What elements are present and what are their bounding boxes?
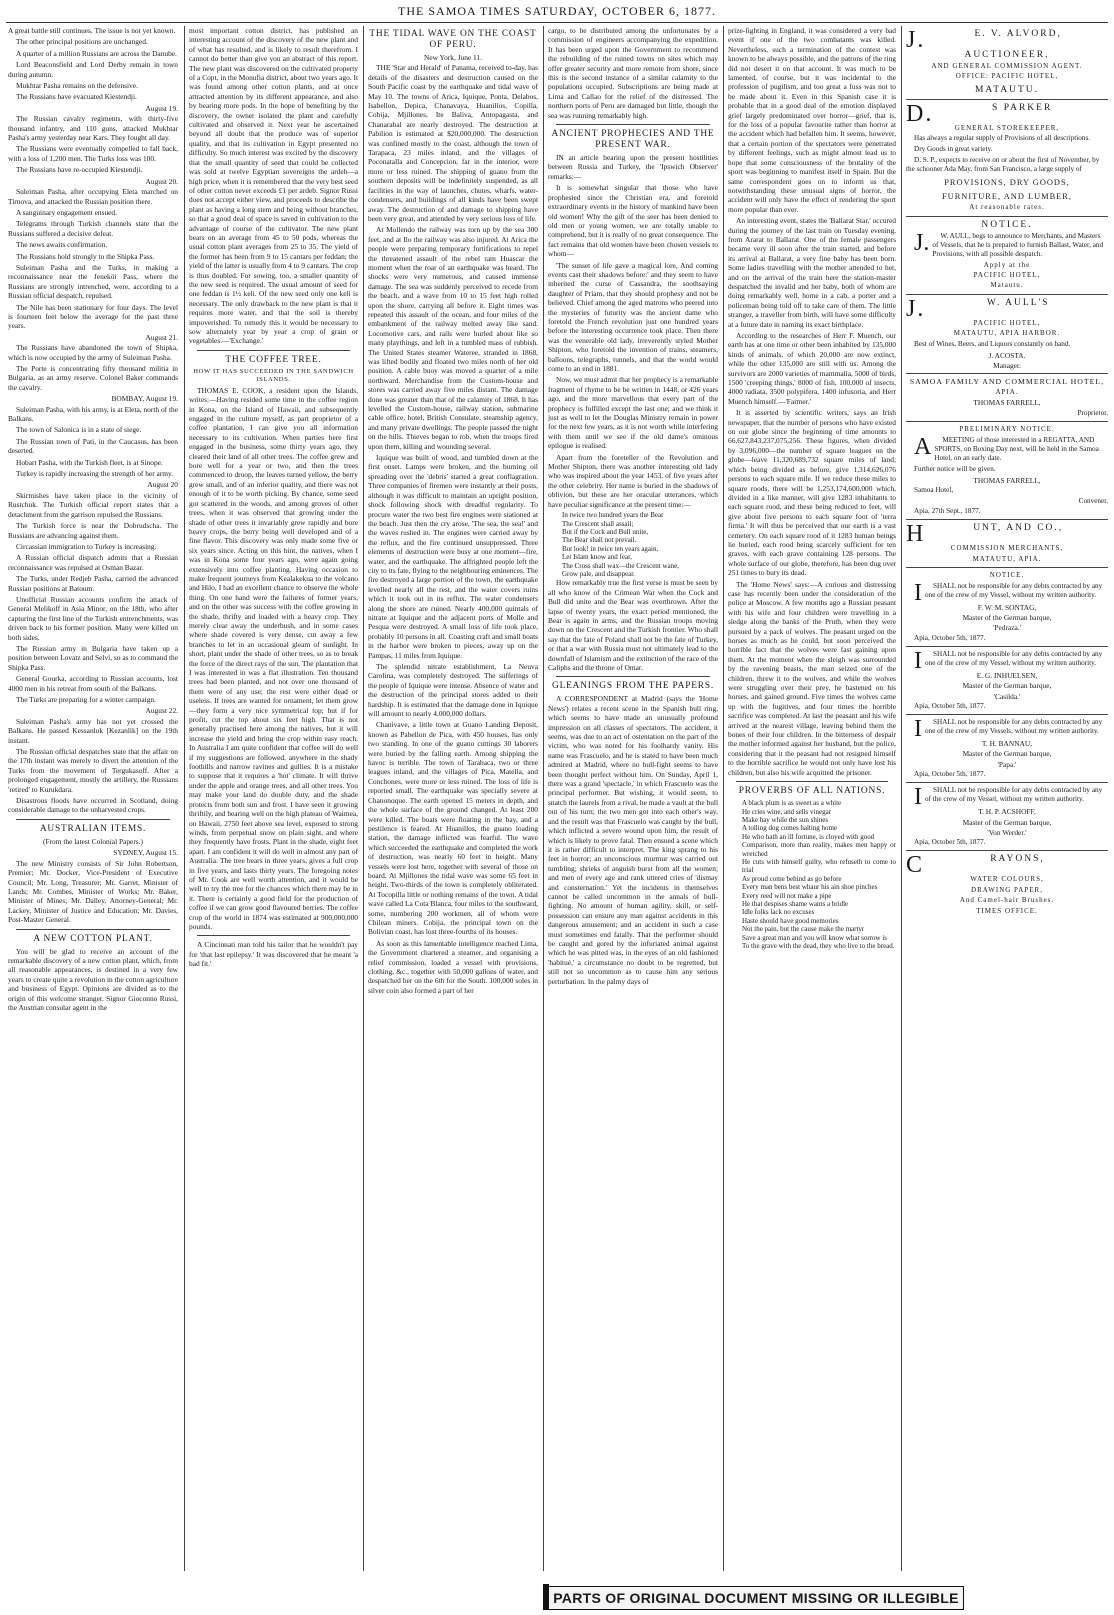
news-item: Telegrams through Turkish channels state that the Russians suffered a decisive defeat.: [8, 219, 178, 238]
article-paragraph: cargo, to be distributed among the unfortunates by a commission of engineers accompanying the expedition. It has been urged upon the Government to recommend the rebuilding of the ruined towns on sites which may offer greater security and more remote from shore, since this is the second instance of a similar calamity to the populations occupied. Subscriptions are being made at Lima and Callao for the relief of the distressed. The northern ports of Peru are damaged but little, though the sea was running remarkably high.: [548, 26, 718, 120]
ad-crayons: [906, 854, 1108, 916]
article-paragraph: Iquique was built of wood, and tumbled down at the first onset. Lamps were broken, and the burning oil spreading over the 'debris' started a great conflagration. Three companies of firemen were instantly at their posts, although it was difficult to maintain an upright position, shock following shock with dreadful regularity. To procure water the two best fire engines were stationed at the beach. Just then the cry arose, 'The sea, the sea!' and the waves rushed in. The engines were carried away by the reflux, and the fire continued unsuppressed. Three elements of destruction were busy at one moment—fire, water, and the earthquake. The affrighted people left the city to its fate, flying to the neighbouring eminences. The fire destroyed a large portion of the town, the earthquake levelled nearly all the rest, and the water covers ruins which it took out in its reflux. The water condensers along the shore are ruined. Nearly 400,000 quintals of nitrate at Iquique and the adjacent ports of Molle and Pesqua were destroyed. A small loss of life took place, probably 10 persons in all. Coasting craft and small boats in the harbor were broken to pieces, away up on the Pampas, 11 miles from Iquique.: [368, 453, 538, 660]
news-item: General Gourka, according to Russian accounts, lost 4000 men in his retreat from south of the Balkans.: [8, 674, 178, 693]
poem-line: But look! in twice ten years again,: [562, 544, 659, 553]
ad-divider: [906, 373, 1108, 374]
news-item: The Russian town of Pati, in the Caucasus, has been deserted.: [8, 436, 178, 456]
ad-aull-hotel: [906, 295, 1108, 371]
news-item: Mukhtar Pasha remains on the defensive.: [16, 81, 138, 91]
drop-cap: C: [906, 852, 925, 879]
section-divider: [197, 935, 350, 936]
drop-cap: A: [914, 433, 932, 460]
ad-line: PROVISIONS, DRY GOODS,: [944, 178, 1070, 188]
article-paragraph: According to the researches of Herr F. Muench, our earth has at one time or other been inhabited by 135,000 kinds of animals, of which 20,000 are now extinct, while the other 135,000 are still with us. Among the survivors are 2000 varieties of mammalia, 5000 of birds, 1500 'creeping things,' 8000 of fish, 100,000 of insects, 4000 radiata, 3500 polypifera, 1400 infusoria, and Herr Muench himself.—'Farmer.': [728, 331, 896, 406]
news-item: The other principal positions are unchanged.: [16, 37, 148, 47]
ship-name: 'Casilda.': [993, 691, 1021, 701]
ad-line: OFFICE: PACIFIC HOTEL,: [955, 72, 1059, 81]
section-divider: [16, 929, 170, 930]
section-heading: AUSTRALIAN ITEMS.: [39, 823, 147, 834]
proverb: Comparison, more than reality, makes men happy or wretched: [742, 841, 896, 858]
news-item: Disastrous floods have occurred in Scotland, doing considerable damage to the unharvested crops.: [8, 796, 178, 815]
ad-text: Further notice will be given.: [914, 464, 996, 473]
ad-divider: [906, 294, 1108, 295]
column-rule: [723, 26, 724, 1571]
news-item: The Russians hold strongly to the Shipka Pass.: [16, 251, 155, 261]
ad-role: Manager.: [993, 361, 1021, 371]
drop-cap: J.: [914, 229, 930, 256]
ad-line: WATER COLOURS,: [970, 875, 1044, 884]
column-1: [8, 26, 178, 1571]
column-2: [189, 26, 358, 1571]
poem-line: The Crescent shall assail;: [562, 519, 634, 528]
article-paragraph: IN an article bearing upon the present hostilities between Russia and Turkey, the 'Ipswich Observer' remarks:—: [548, 153, 718, 181]
news-item: The Russian cavalry regiments, with thirty-five thousand infantry, and 110 guns, attacked Mukhtar Pasha's army yesterday near Kars. They fought all day.: [8, 114, 178, 143]
proverb: A tolling dog comes halting home: [742, 824, 838, 833]
news-item: The Russian army in Bulgaria have taken up a position between Lovatz and Selvi, so as to command the Shipka Pass.: [8, 643, 178, 672]
article-paragraph: most important cotton district, has published an interesting account of the discovery of the new plant and of what has resulted, and is likely to result therefrom. I cannot do better than give you an abstract of this report. The new plant was discovered on the cultivated property of a Copt, in the Monufia district, about two years ago. It was found among other cotton plants, and at once attracted attention by its different appearance, and also by bearing more pods. In the hope of benefiting by the discovery, the owner isolated the plant and carefully cultivated and observed it. Next year he ascertained beyond all doubt that the produce was of superior quality, and that its cultivation in Egypt presented no difficulty. So much interest was excited by the discovery that the small quantity of seed that could be collected was sold at twelve Egyptian sovereigns the ardeb—a high price, when it is remembered that the very best seed of other cotton never exceeds £1 per ardeb. Signor Russi does not accept either view, and proceeds to describe the plant as having a long stem and being without branches, so that a good deal of space is saved in cultivation to the advantage of course of the cultivator. The new plant bears on an average from 45 to 50 pods, whereas the usual cotton plant averages from 25 to 35. The yield of the former has been from 9 to 15 cantars per feddan; the yield of the latter is usually from 4 to 9 cantars. The crop is thus doubled. For sowing, too, a smaller quantity of the new seed is required. The usual amount of seed for one feddan is 1½ keli. Of the new seed only one keli is necessary. The only drawback to the new plant is that it requires more water, and that the soil is thereby impoverished. To remedy this it would be necessary to sow alternately year by year a crop of grain or vegetables.—'Exchange.': [189, 26, 358, 346]
poem-line: The Bear shall not prevail.: [562, 536, 637, 545]
news-item: Lord Beaconsfield and Lord Derby remain in town during autumn.: [8, 60, 178, 79]
column-5: [728, 26, 896, 1571]
article-paragraph: At Mollendo the railway was torn up by the sea 300 feet, and at Ilo the railway was also injured. At Arica the people were preparing temporary fortifications to repel the threatened assault of the rebel ram Huascar the moment when the roar of an earthquake was heard. The shocks were very numerous, and caused immense damage. The sea was suddenly perceived to recede from the beach, and a wave from 10 to 15 feet high rolled upon the shore, carrying all before it. Eight times was repeated this assault of the ocean, and four miles of the embankment of the railway melted away like sand. Locomotive cars, and rails were hurled about like so many playthings, and left in a tumbled mass of rubbish. The United States steamer Wateree, stranded in 1868, was lifted bodily and floated two miles north of her old position. A cable buoy was moved a quarter of a mile northward. Merchandise from the Custom-house and stores was carried away five miles distant. The damage done was greater than that of the calamity of 1868. It has levelled the Custom-house, railway station, submarine cable office, hotel, British Consulate, steamship agency, and many private dwellings. The people passed the night on the hills. Thieves began to rob, when the troops fired upon them, killing and wounding several.: [368, 225, 538, 451]
ad-signature: THOMAS FARRELL,: [973, 398, 1041, 408]
news-item: The Russians were eventually compelled to fall back, with a loss of 1,200 men. The Turks loss was 100.: [8, 144, 178, 163]
ad-divider: [906, 519, 1108, 520]
ad-date: Apia, 27th Sept., 1877.: [914, 507, 981, 516]
section-heading: GLEANINGS FROM THE PAPERS.: [552, 681, 714, 692]
ad-role: Master of the German barque,: [962, 749, 1052, 759]
column-rule: [184, 26, 185, 1571]
ad-signature: F. W. M. SONTAG,: [977, 602, 1037, 612]
news-item: Turkey is rapidly increasing the strength of her army.: [16, 469, 174, 479]
ad-role: Master of the German barque,: [962, 612, 1052, 622]
article-paragraph: Chanivave, a little town at Guano Landing Deposit, known as Pabellon de Pica, with 450 houses, has only two standing. In one of the guano cuttings 30 laborers were buried by the falling earth. Among shipping the havoc is terrible. The town of Tarabaca, two or three leagues inland, and the villages of Pica, Matella, and Conchones, were more or less ruined. The loss of life is reported small. The earthquake was specially severe at Chanonoque. The earth opened 15 meters in depth, and the whole surface of the ground changed. At least 200 were killed. The boats were floating in the bay, and a pestilence is feared. At Huanillos, the guano loading station, the damage inflicted was fearful. The wave which succeeded the earthquake and completed the work of destruction, was nearly 60 feet in height. Many vessels were lost here, together with several of those on board. At Mjillones the tidal wave was some 65 feet in height. Two-thirds of the town is completely obliterated. At Tocopilla little or nothing remains of the town. A tidal wave called La Cota Blanca, four miles to the southward, some, numbering 200 workmen, all of whom were Chilean miners. Cobija, the principal town on the Bolivian coast, has lost three-fourths of its houses.: [368, 720, 538, 937]
ad-line: Matautu.: [990, 281, 1024, 290]
drop-cap: I: [914, 784, 922, 811]
proverb: He that despises shame wants a bridle: [742, 899, 849, 908]
proverb: He cries wine, and sells vinegar: [742, 807, 832, 816]
ship-name: 'Papa.': [997, 759, 1017, 769]
news-item: The Porte is concentrating fifty thousand militia in Bulgaria, as an army reserve. Colonel Baker commands the cavalry.: [8, 364, 178, 392]
proverb: Idle folks lack no excuses: [742, 908, 815, 917]
article-paragraph: How remarkably true the first verse is must be seen by all who know of the Crimean War when the Cock and Bull did unite and the Bear was overthrown. After the lapse of twenty years, the exact period mentioned, the Bear is again in arms, and the Russian troops moving down on the Crescent and the Turkish frontier. Who shall say that the fate of Poland shall not be the fate of Turkey, or that a war with Russia must not ultimately lead to the downfall of Islamism and the extinction of the race of the Caliphs and the throne of Omar.: [548, 578, 718, 672]
ad-signature: J. ACOSTA.: [988, 350, 1026, 360]
section-heading: ANCIENT PROPHECIES AND THE PRESENT WAR.: [551, 129, 715, 151]
news-item: The town of Salonica is in a state of siege.: [16, 425, 142, 435]
proverb: He cuts with himself guilty, who refuseth to come to trial: [742, 857, 896, 875]
drop-cap: D.: [906, 100, 934, 127]
news-item: A sanguinary engagement ensued.: [16, 207, 117, 217]
section-divider: [556, 124, 710, 125]
section-heading: A NEW COTTON PLANT.: [33, 933, 153, 944]
ad-heading: NOTICE.: [981, 219, 1033, 230]
dateline: August 22.: [145, 706, 178, 716]
proverb: As proud come behind as go before: [742, 874, 842, 883]
news-item: Suleiman Pasha, after occupying Eleta marched on Tirnova, and attacked the Russian position there.: [8, 187, 178, 206]
ad-text: D. S. P., expects to receive on or about the first of November, by the schooner Ada May, from San Francisco, a large supply of: [906, 156, 1100, 174]
ad-divider: [906, 646, 1108, 647]
proverb: Every reed will not make a pipe: [742, 891, 832, 900]
poem-line: The Cross shall wax—the Crescent wane,: [562, 561, 680, 570]
column-rule: [363, 26, 364, 1571]
section-heading: THE COFFEE TREE.: [225, 354, 322, 365]
news-item: Hobart Pasha, with the Turkish fleet, is at Sinope.: [16, 457, 163, 467]
article-paragraph: THE 'Star and Herald' of Panama, received to-day, has details of the disasters and destruction caused on the South Pacific coast by the earthquake and tidal wave of May 10. The towns of Arica, Iquique, Ponta, Delabos, Isabellon, Depica, Chanavaya, Huanillos, Copilla, Cobija, Mjillones, Ite Baliva, Antopagasta, and Chanarabal are nearly destroyed. The destruction at Pabilion is estimated at $20,000,000. The destruction was confined mostly to the coast, although the town of Tarapaca, 23 miles inland, and the villages of Poconatalla and Concepcion, far in the interior, were more or less ruined. The shipping of guano from the southern deposits will be indefinitely suspended, as all facilities in the way of launches, chutes, wharfs, water-condensers, and buildings of all kinds have been swept away. The destruction of and damage to shipping have been very great, and attended by very serious loss of life.: [368, 63, 538, 223]
poem-line: In twice two hundred years the Bear: [562, 511, 664, 520]
ad-text: Dry Goods in great variety.: [914, 145, 993, 154]
ad-text: Best of Wines, Beers, and Liquors constantly on hand.: [914, 339, 1071, 348]
proverb: Save a great man and you will know what sorrow is: [742, 933, 888, 942]
article-paragraph: Now, we must admit that her prophecy is a remarkable fragment of rhyme to be be written in 1448, or 426 years ago, and the more marvellous that every part of the prophecy is fulfilled except the last one; and we think it just as well to let the Douglas Ministry remain in power for the next few years, as it is not worth while interfering with them until we see if the old dame's ominous epilogue is realised.: [548, 375, 718, 451]
news-item: A great battle still continues. The issue is not yet known.: [8, 26, 176, 35]
news-item: The Russians have evacuated Kiestendji.: [16, 92, 137, 102]
ship-name: 'Von Werder.': [987, 828, 1027, 837]
section-heading: PROVERBS OF ALL NATIONS.: [738, 786, 886, 797]
ad-title: E. V. ALVORD,: [974, 29, 1062, 39]
article-paragraph: The 'Home News' says:—A curious and distressing case has recently been under the consideration of the police at Moscow. A few months ago a Russian peasant with his wife and four children were travelling in a sledge along the banks of the Pruth, when they were pursued by a pack of wolves. The peasant urged on the horses as much as he could, but soon perceived the horrible fact that the wolves were fast gaining upon them. At the moment when the sleigh was surrounded by the ravening beasts, the man seized one of the children, threw it to the wolves, and while the wolves were struggling over their prey, he hastened on his horses, and gained ground. Five times the wolves came up with the fugitives, and four times the horrible sacrifice was completed. At last the peasant and his wife arrived at the nearest village, leaving behind them the bones of their four children. In the bitterness of despair the mother informed against her husband, but the police, considering that it the peasant had not resigned himself to the horrible sacrifice he would not only have lost his children, but also his wife acquitted the prisoner.: [728, 579, 896, 777]
section-divider: [556, 676, 710, 677]
dateline: New York, June 11.: [423, 53, 483, 62]
ad-line: COMMISSION MERCHANTS,: [950, 544, 1064, 553]
news-item: Skirmishes have taken place in the vicinity of Rustchuk. The Turkish official report states that a detachment from the garrison repulsed the Russians.: [8, 490, 178, 519]
ad-text: SHALL not be responsible for any debts contracted by any one of the crew of my Vessel, without my written authority.: [925, 581, 1103, 599]
poem-line: Let Islam know and fear,: [562, 553, 632, 562]
ad-parker: [906, 100, 1108, 213]
dateline: August 20: [147, 480, 178, 490]
section-divider: [16, 819, 170, 820]
debt-notice: [906, 715, 1108, 779]
drop-cap: I: [914, 579, 922, 606]
ad-regatta-notice: [906, 425, 1108, 516]
column-3: [368, 26, 538, 1571]
ad-title: W. AULL'S: [986, 297, 1050, 308]
news-item: The Russian official despatches state that the affair on the 17th instant was merely to divert the attention of the Turks from the movement of Tergukasoff. After a prolonged engagement, mostly the artillery, the Russians 'retired' to Kurukdara.: [8, 747, 178, 794]
news-item: The new Ministry consists of Sir John Robertson, Premier; Mr. Docker, Vice-President of Executive Council; Mr. Long, Treasurer; Mr. Garret, Minister of Lands; Mr. Combes, Minister of Works; Mr. Baker, Minister of Mines; Mr. Dalley, Attorney-General; Mr. Lackey, Minister of Justice and Education; Mr. Davies, Post-Master General.: [8, 858, 178, 925]
news-item: Suleiman Pasha, with his army, is at Eleta, north of the Balkans.: [8, 404, 178, 424]
ad-line: AUCTIONEER,: [964, 50, 1050, 60]
dateline: August 21.: [145, 332, 178, 342]
section-divider: [197, 350, 350, 351]
ad-line: FURNITURE, AND LUMBER,: [942, 192, 1072, 202]
news-item: The Turks are preparing for a winter campaign.: [16, 695, 156, 704]
article-paragraph: It is somewhat singular that those who have prophesied since the Christian era, and foretold extraordinary events in the history of mankind have been old women! Why the gift of the seer has been denied to old men or young women, we are totally unable to comprehend, but it is really of no great consequence. The fact remains that old women have been chosen vessels to whom—: [548, 183, 718, 259]
ad-divider: [906, 421, 1108, 422]
ad-title: S PARKER: [992, 102, 1053, 113]
ad-date: Apia, October 5th, 1877.: [914, 701, 986, 710]
ad-line: TIMES OFFICE.: [976, 906, 1038, 915]
article-paragraph: THOMAS E. COOK, a resident upon the Islands, writes:—Having resided some time in the coffee region in Kona, on the Island of Hawaii, and subsequently engaged in the culture myself, as part proprietor of a coffee plantation, I can give you all information necessary to its cultivation. When parties here first engaged in the business, some thirty years ago, they cleared their land of all other trees. The coffee grew and bore well for a year or two, and then the trees commenced to droop, the leaves turned yellow, the berry grew small, and of an inferior quality, and there was not enough of it to be worth picking. By chance, some seed got scattered in the woods, and among groves of other trees, when it was observed that growing under the shade of other trees it invariably grew rapidly and bore heavy crops, the berry being well developed and of a fine flavor. This discovery was only made some five or six years since. Acting on this hint, the natives, when I was in Kona some four years ago, were again going extensively into coffee planting. Having occasion to make frequent journeys from Kealakekua to the volcano and Hilo, I had an excellent chance to observe the whole thing. On one hand were the failures of former years, and on the other was success with the coffee growing in the shade, thrifty and loaded with a heavy crop. They merely clear away the underbush, and in some cases where shade covered is very dense, cut away a few branches to let in an occasional gleam of sunlight. In short, plant under the shade of other trees, so as to break the force of the direct rays of the sun. The plantation that I was interested in was a flat illustration. Ten thousand trees had been planted, and not over one thousand of them were of any use; the rest were either dead or useless. If trees are wanted for ornament, let them grow—they form a very nice symmetrical top; but if for profit, cut the top about six feet high. That is not generally practised here among the natives, but it will increase the yield and bring the crop within easy reach. In Australia I am quite confident that coffee will do well if my suggestions are followed, anywhere in the shady foothills and narrow ravines and gullies. It is a mistake to suppose that it requires a 'hot' climate. It will thrive under the apple and orange trees, and all other trees. You may make your land do double duty, and the shade protects from both sun and frost. I have seen it growing thriftily, and bearing well on the high plateau of Waimea, on Hawaii, 2750 feet above sea level, exposed to strong winds, from perpetual snow on plain sight, and where they frequently have frosts. Plant in the shade, eight feet apart. I am confident it will do well in almost any part of Australia. The tree bears in three years, gives a full crop in five years, and lasts thirty years. The foregoing notes of Mr. Cook are well worth attention, and it would be well to try the tree for the chances which there may be in it. There is certainly a good field for the production of coffee if we can grow good flavoured berries. The coffee crop of the world in 1874 was estimated at 900,000,000 pounds.: [189, 385, 358, 931]
ad-hunt: [906, 523, 1108, 564]
section-heading: THE TIDAL WAVE ON THE COAST OF PERU.: [369, 29, 537, 50]
poem-line: But if the Cock and Bull unite,: [562, 527, 649, 536]
news-item: Suleiman Pasha and the Turks, in making a reconnaissance near the Jeneköi Pass, where the Russians are strongly intrenched, were, according to a Russian official despatch, repulsed.: [8, 262, 178, 301]
article-paragraph: As soon as this lamentable intelligence reached Lima, the Government chartered a steamer, and organising a relief commission, loaded a vessel with provisions, clothing, &c., together with 50,000 gallons of water, and despatched her on the 6th for the South. 100,000 soles in silver coin also formed a part of her: [368, 938, 538, 995]
proverb: Not the pain, but the cause make the martyr: [742, 925, 865, 934]
ad-date: Apia, October 5th, 1877.: [914, 770, 986, 779]
ad-signature: THOMAS FARRELL,: [973, 475, 1041, 485]
ad-aull-notice: [906, 220, 1108, 291]
ad-divider: [906, 216, 1108, 217]
ad-text: W. AULL, begs to announce to Merchants, and Masters of Vessels, that he is prepared to furnish Ballast, Water, and Provisions, with all possible despatch.: [932, 231, 1104, 258]
news-item: Unofficial Russian accounts confirm the attack of General Melikoff in Asia Minor, on the 18th, who after capturing the first line of the Turkish entrenchments, was driven back to his former position. Many were killed on both sides.: [8, 594, 178, 642]
news-item: The Russians have abandoned the town of Shipka, which is now occupied by the army of Suleiman Pasha.: [8, 343, 178, 362]
masthead-rule: [6, 22, 1108, 23]
ad-text: Samoa Hotel,: [914, 485, 954, 494]
news-item: The Turkish force is near the Dobrudscha. The Russians are advancing against them.: [8, 521, 178, 540]
ad-line: GENERAL STOREKEEPER,: [954, 123, 1060, 132]
article-paragraph: A Cincinnati man told his tailor that he wouldn't pay for 'that last epilepsy.' It was discovered that he meant 'a bad fit.': [189, 940, 358, 969]
ad-line: MATAUTU.: [974, 84, 1040, 95]
ad-text: SHALL not be responsible for any debts contracted by any of the crew of my Vessel, without my written authority.: [925, 786, 1103, 804]
ad-heading: NOTICE.: [989, 571, 1025, 580]
ad-date: Apia, October 5th, 1877.: [914, 838, 986, 847]
ad-title: UNT, AND CO.,: [973, 523, 1064, 534]
poem-line: Grow pale, and disappear.: [562, 569, 635, 578]
ad-signature: T. H. P. ACSHOFF,: [978, 807, 1036, 817]
dateline: August 20.: [145, 176, 178, 186]
news-item: A Russian official dispatch admits that a Russian reconnaissance was repulsed at Osman Bazar.: [8, 553, 178, 572]
ad-divider: [906, 567, 1108, 568]
ad-line: PACIFIC HOTEL,: [973, 318, 1041, 327]
ad-line: APIA.: [995, 387, 1019, 396]
proverb: Make hay while the sun shines: [742, 815, 829, 824]
article-paragraph: 'The sunset of life gave a magical lore, And coming events cast their shadows before:' and they seem to have inherited the curse of Cassandra, the soothsaying daughter of Priam, that they should prophesy and not be believed. Chief among the aged matrons who peered into the mysteries of futurity was the ancient dame who foretold the French revolution just one hundred years before the interesting occurrence took place. Then there was the venerable old lady, irreverently styled Mother Shipton, who foretold the invention of trains, steamers, balloons, telegraphs, tunnels, and that the world would come to an end in 1881.: [548, 260, 718, 373]
ship-name: 'Pedraza.': [993, 623, 1021, 633]
drop-cap: J.: [906, 295, 926, 322]
article-paragraph: The splendid nitrate establishment, La Neuva Carolina, was completely destroyed. The sufferings of the people of Iquique were intense. Absence of water and the destruction of the principal stores added to their hardship. It is estimated that the damage done in Iquique will amount to nearly 4,000,000 dollars.: [368, 662, 538, 719]
ad-role: Master of the German barque,: [962, 681, 1052, 691]
drop-cap: H: [906, 521, 926, 548]
ad-line: Apply at the: [983, 260, 1031, 269]
news-item: The Nile has been stationary for four days. The level is fourteen feet below the average for the past three years.: [8, 302, 178, 331]
ad-alvord: [906, 29, 1108, 96]
ad-line: And Camel-hair Brushes.: [959, 896, 1055, 905]
news-item: The Russians have re-occupied Kiestendji.: [16, 165, 143, 175]
ad-role: Proprietor.: [1077, 408, 1108, 417]
dateline: BOMBAY, August 19.: [111, 394, 178, 404]
proverb: To the grave with the dead, they who live to the bread.: [742, 942, 895, 950]
article-paragraph: Apart from the foreteller of the Revolution and Mother Shipton, there was another interesting old lady who was inspired about the year 1453, of five years after the other celebrity. Her name is buried in the shadows of oblivion, but these are her oracular utterances, which have peculiar significance at the present time:—: [548, 452, 718, 509]
column-6-advertisements: [906, 26, 1108, 1571]
ad-divider: [906, 782, 1108, 783]
section-source: (From the latest Colonial Papers.): [43, 836, 143, 846]
article-paragraph: An interesting event, states the 'Ballarat Star,' occured during the journey of the last train on Tuesday evening, from Ararat to Ballarat. One of the female passengers became very ill soon after the train started, and before its arrival at Ballarat, a very fine baby has been born. Some ladies travelling with the mother attended to her, and on the arrival of the train here the station-master despatched the invalid and her baby, both of whom are doing remarkably well, home in a cab, a porter and a policeman being told off to take care of them. The little stranger, a traveller from birth, will have some difficulty at a future date in naming its exact birthplace.: [728, 216, 896, 329]
column-rule: [901, 26, 902, 1571]
article-paragraph: A CORRESPONDENT at Madrid (says the 'Home News') relates a recent scene in the Spanish bull ring, which seems to have made an unusually profound impression on all classes of spectators. The accident, it seems, was due to an act of ostentation on the part of the victim, who was noted for his foolhardy vanity. His name was Frascuelo, and he is stated to have been much admired at Madrid, where no bull-fight seems to have been thought perfect without him. On Sunday, April 1, there was a grand 'spectacle,' in which Frascuelo was the principal performer. But wishing, it would seem, to snatch the laurels from a rival, he made a vault at the bull out of his turn; the two men got into each other's way, and the result was that Frascuelo was caught by the bull, which inflicted a severe wound upon him, the result of which is likely to prove fatal. Then ensued a scene which it is rather difficult to interpret. The king sprang to his feet in horror; an unconscious murmur was carried out tumbling; shrieks of anguish burst from all the women; and men of every age and rank uttered cries of 'dismay and consternation.' Yet the incidents in themselves cannot be called uncommon in the annals of bull-fighting. No amount of human agility, skill, or self-possession can ensure any man against accidents in this dangerous amusement; and an accident in such a case must sometimes end fatally. That the performer should be caught and gored by the infuriated animal against which he was pitted was, in the eyes of an old fashioned 'habitué,' a circumstance no doubt to be regretted, but still not so uncommon as to cause him any serious perturbation. In the palmy days of: [548, 694, 718, 986]
news-item: Suleiman Pasha's army has not yet crossed the Balkans. He passed Kessanluk [Kezanlik] on the 19th instant.: [8, 716, 178, 745]
news-item: Circassian immigration to Turkey is increasing.: [16, 541, 157, 551]
ad-divider: [906, 714, 1108, 715]
ad-divider: [906, 850, 1108, 851]
prophecy-poem: [548, 511, 718, 578]
ad-line: MATAUTU, APIA HARBOR.: [953, 329, 1061, 338]
drop-cap: J.: [906, 27, 926, 53]
proverb: Every man bens best whaur his ain shoe pinches: [742, 883, 878, 892]
ad-line: DRAWING PAPER,: [971, 885, 1043, 894]
ad-line: PACIFIC HOTEL,: [973, 271, 1041, 280]
ad-line: AND GENERAL COMMISSION AGENT.: [931, 62, 1083, 70]
proverb-list: [728, 799, 896, 950]
section-subheading: HOW IT HAS SUCCEEDED IN THE SANDWICH ISLANDS.: [193, 367, 354, 383]
drop-cap: I: [914, 647, 922, 674]
ad-title: SAMOA FAMILY AND COMMERCIAL HOTEL,: [909, 377, 1105, 387]
proverb: A black plum is as sweet as a white: [742, 799, 842, 808]
article-paragraph: It is asserted by scientific writers, says an Irish newspaper, that the number of persons who have existed on our globe since the beginning of time amounts to 66,627,843,237,075,256. These figures, when divided by 3,096,000—the number of square leagues on the globe—leave 11,320,689,732 square miles of land; which being divided as before, give 1,314,626,076 persons to each square mile. If we reduce these miles to square roods, there will be 1,253,174,600,000 which, divided in a like manner, will give 1283 inhabitants to each square rood, and these being reduced to feet, will give about five persons to each square foot of 'terra firma.' It will thus be perceived that our earth is a vast cemetery. On each square rood of it 1283 human beings lie buried, each rood being scarcely sufficient for ten graves, with each grave containing 128 persons. The whole surface of our globe, therefore, has been dug over 251 times to bury its dead.: [728, 408, 896, 578]
ad-text: SHALL not be responsible for any debts contracted by any one of the crew of my Vessels, without my written authority.: [925, 717, 1103, 735]
ad-samoa-hotel: [906, 377, 1108, 418]
column-4: [548, 26, 718, 1571]
dateline: August 19.: [145, 103, 178, 113]
ad-date: Apia, October 5th, 1877.: [914, 633, 986, 642]
proverb: He who hath an ill fortune, is cloyed with good: [742, 832, 875, 841]
dateline: SYDNEY, August 15.: [113, 848, 178, 858]
news-item: The Turks, under Redjeb Pasha, carried the advanced Russian positions at Batoum.: [8, 574, 178, 593]
article-paragraph: You will be glad to receive an account of the remarkable discovery of a new cotton plant, which, from all reasonable appearances, is destined in a very few years to create quite a revolution in the cotton agriculture and business of Egypt. Opinions are divided as to the origin of this welcome stranger. Signor Gioconno Russi, the Austrian consular agent in the: [8, 946, 178, 1012]
ad-role: Master of the German barque,: [962, 817, 1052, 827]
article-paragraph: prize-fighting in England, it was considered a very bad event if one of the two combatants was killed. Nevertheless, such a termination of the contest was known to be always possible, and the patrons of the ring did not desert it on that account. It was much to be lamented, of course, but it was incidental to the profession of pugilism, and too great a fuss was not to be made about it. Even in this Spanish case it is probable that in a good deal of the emotion displayed grief largely predominated over horror—grief, that is, for the loss of a popular favourite rather than horror at the accident which had befallen him. It seems, however, that a certain portion of the spectators were penetrated by different feelings, such as might almost lead us to hope that some consciousness of the brutality of the sport was beginning to manifest itself in Spain. But the same correspondent goes on to inform us that, notwithstanding these unusual signs of horror, the accident will only have the effect of rendering the sport more popular than ever.: [728, 26, 896, 214]
ad-signature: T. H. BANNAU,: [981, 738, 1033, 748]
ad-heading: PRELIMINARY NOTICE.: [959, 425, 1055, 434]
section-divider: [736, 781, 888, 782]
debt-notice: [906, 786, 1108, 847]
news-item: A quarter of a million Russians are across the Danube.: [16, 48, 177, 58]
ad-role: Convener.: [1078, 496, 1108, 505]
news-item: The news awaits confirmation.: [16, 240, 108, 250]
debt-notice: [906, 647, 1108, 711]
drop-cap: I: [914, 715, 922, 742]
ad-text: MEETING of those interested in a REGATTA, AND SPORTS, on Boxing Day next, will be held in the Samoa Hotel, on an early date.: [934, 435, 1099, 462]
ad-signature: E. G. INHUELSEN,: [976, 670, 1038, 680]
proverb: Haste should have good memories: [742, 916, 839, 925]
ad-text: SHALL not be responsible for any debts contracted by any one of the crew of my Vessel, without my written authority.: [925, 649, 1103, 667]
ad-line: MATAUTU, APIA.: [972, 554, 1042, 563]
ad-title: RAYONS,: [990, 854, 1045, 865]
ad-divider: [906, 99, 1108, 100]
missing-parts-banner: PARTS OF ORIGINAL DOCUMENT MISSING OR ILLEGIBLE: [548, 1586, 964, 1610]
column-rule: [543, 26, 544, 1571]
ad-line: At reasonable rates.: [969, 203, 1045, 212]
ad-text: Has always a regular supply of Provisions of all descriptions.: [914, 134, 1091, 143]
masthead: THE SAMOA TIMES SATURDAY, OCTOBER 6, 1877.: [398, 4, 716, 18]
debt-notice: [906, 579, 1108, 643]
